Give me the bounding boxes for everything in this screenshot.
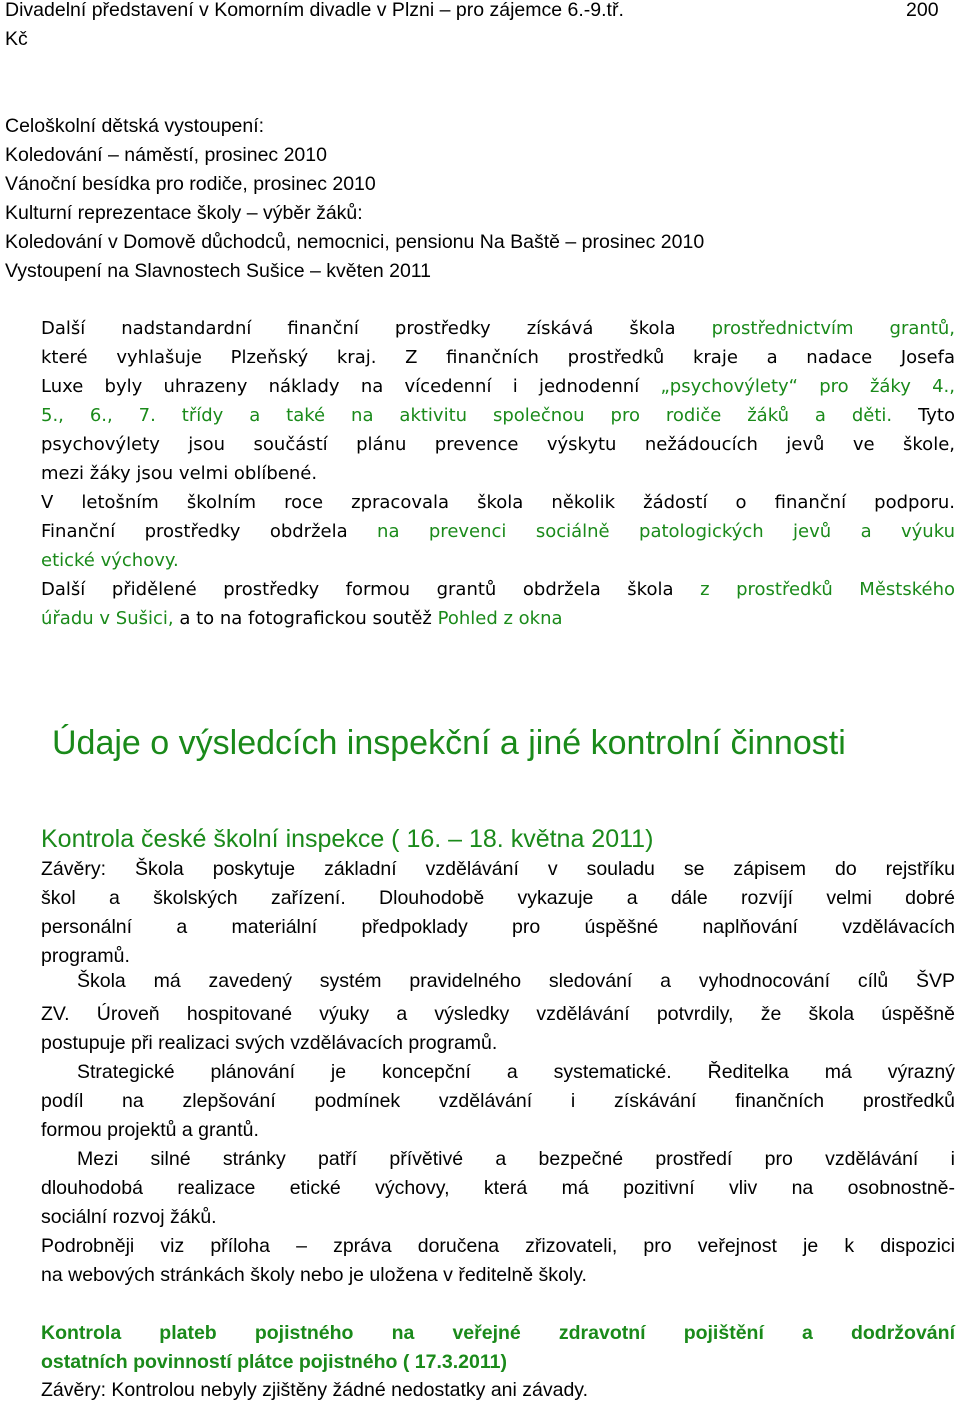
inspection-text: dlouhodobá realizace etické výchovy, která má pozitivní vliv na osobnostně- xyxy=(41,1177,955,1199)
grants-line xyxy=(41,488,955,517)
grants-text: V letošním školním roce zpracovala škola několik žádostí o finanční podporu. xyxy=(41,492,955,513)
section-title: Údaje o výsledcích inspekční a jiné kontrolní činnosti xyxy=(52,724,846,762)
inspection-text: personální a materiální předpoklady pro úspěšné naplňování vzdělávacích xyxy=(41,916,955,938)
event-item: Kulturní reprezentace školy – výběr žáků: xyxy=(5,202,363,224)
grants-line xyxy=(41,430,955,459)
inspection-line xyxy=(41,1087,955,1116)
grants-text-green: na prevenci sociálně patologických jevů a výuku xyxy=(377,521,955,542)
grants-text-green: Pohled z okna xyxy=(437,608,563,629)
inspection-line xyxy=(41,1174,955,1203)
grants-line xyxy=(41,343,955,372)
grants-text: Tyto xyxy=(918,405,955,426)
grants-text: Další nadstandardní finanční prostředky získává škola xyxy=(41,318,676,339)
inspection-line: na webových stránkách školy nebo je uložena v ředitelně školy. xyxy=(41,1264,587,1286)
insurance-heading-text: Kontrola plateb pojistného na veřejné zdravotní pojištění a dodržování xyxy=(41,1322,955,1344)
event-item: Vystoupení na Slavnostech Sušice – květen 2011 xyxy=(5,260,432,282)
inspection-text: Škola má zavedený systém pravidelného sledování a vyhodnocování cílů ŠVP xyxy=(77,970,955,992)
grants-line xyxy=(41,401,955,430)
text-price: 200 xyxy=(906,0,939,21)
grants-line xyxy=(41,517,955,546)
inspection-line xyxy=(41,913,955,942)
inspection-line xyxy=(77,1058,955,1087)
inspection-line xyxy=(41,1000,955,1029)
text-line-theatre: Divadelní představení v Komorním divadle v Plzni – pro zájemce 6.-9.tř. xyxy=(5,0,624,21)
grants-text: Luxe byly uhrazeny náklady na vícedenní i jednodenní xyxy=(41,376,640,397)
grants-text: které vyhlašuje Plzeňský kraj. Z finančních prostředků kraje a nadace Josefa xyxy=(41,347,955,368)
text-currency: Kč xyxy=(5,28,28,50)
grants-text-green: prostřednictvím grantů, xyxy=(711,318,956,339)
inspection-text: ZV. Úroveň hospitované výuky a výsledky vzdělávání potvrdily, že škola úspěšně xyxy=(41,1003,955,1025)
grants-line xyxy=(41,372,955,401)
grants-text-green: úřadu v Sušici, xyxy=(41,608,174,629)
inspection-line xyxy=(77,967,955,996)
grants-text: Další přidělené prostředky formou grantů obdržela škola xyxy=(41,579,674,600)
inspection-line xyxy=(41,884,955,913)
inspection-text: Podrobněji viz příloha – zpráva doručena zřizovateli, pro veřejnost je k dispozici xyxy=(41,1235,955,1257)
grants-text-green: z prostředků Městského xyxy=(700,579,955,600)
subsection-title: Kontrola české školní inspekce ( 16. – 18. května 2011) xyxy=(41,825,654,853)
event-item: Vánoční besídka pro rodiče, prosinec 2010 xyxy=(5,173,376,195)
grants-line xyxy=(41,575,955,604)
insurance-conclusion: Závěry: Kontrolou nebyly zjištěny žádné nedostatky ani závady. xyxy=(41,1379,589,1401)
grants-text: psychovýlety jsou součástí plánu prevence výskytu nežádoucích jevů ve škole, xyxy=(41,434,955,455)
insurance-heading: ostatních povinností plátce pojistného ( 17.3.2011) xyxy=(41,1351,507,1373)
inspection-line xyxy=(41,855,955,884)
events-heading: Celoškolní dětská vystoupení: xyxy=(5,115,265,137)
inspection-text: Strategické plánování je koncepční a systematické. Ředitelka má výrazný xyxy=(77,1061,955,1083)
inspection-text: Mezi silné stránky patří přívětivé a bezpečné prostředí pro vzdělávání i xyxy=(77,1148,955,1170)
inspection-line: formou projektů a grantů. xyxy=(41,1119,259,1141)
inspection-line: postupuje při realizaci svých vzdělávacích programů. xyxy=(41,1032,498,1054)
inspection-text: škol a školských zařízení. Dlouhodobě vykazuje a dále rozvíjí velmi dobré xyxy=(41,887,955,909)
inspection-line: sociální rozvoj žáků. xyxy=(41,1206,217,1228)
grants-line xyxy=(41,604,563,633)
grants-text: a to na fotografickou soutěž xyxy=(179,608,432,629)
inspection-line xyxy=(77,1145,955,1174)
inspection-line xyxy=(41,1232,955,1261)
grants-text-green: 5., 6., 7. xyxy=(41,405,156,426)
grants-text: Finanční prostředky obdržela xyxy=(41,521,348,542)
grants-line xyxy=(41,314,955,343)
event-item: Koledování v Domově důchodců, nemocnici, pensionu Na Baště – prosinec 2010 xyxy=(5,231,705,253)
event-item: Koledování – náměstí, prosinec 2010 xyxy=(5,144,327,166)
grants-line: mezi žáky jsou velmi oblíbené. xyxy=(41,463,318,484)
grants-text-green: třídy a také na aktivitu společnou pro rodiče žáků a děti. xyxy=(181,405,893,426)
insurance-heading xyxy=(41,1319,955,1348)
grants-line: etické výchovy. xyxy=(41,550,179,571)
inspection-text: podíl na zlepšování podmínek vzdělávání i získávání finančních prostředků xyxy=(41,1090,955,1112)
inspection-text: Závěry: Škola poskytuje základní vzdělávání v souladu se zápisem do rejstříku xyxy=(41,858,955,880)
inspection-line: programů. xyxy=(41,945,130,967)
grants-text-green: „psychovýlety“ pro žáky 4., xyxy=(660,376,956,397)
